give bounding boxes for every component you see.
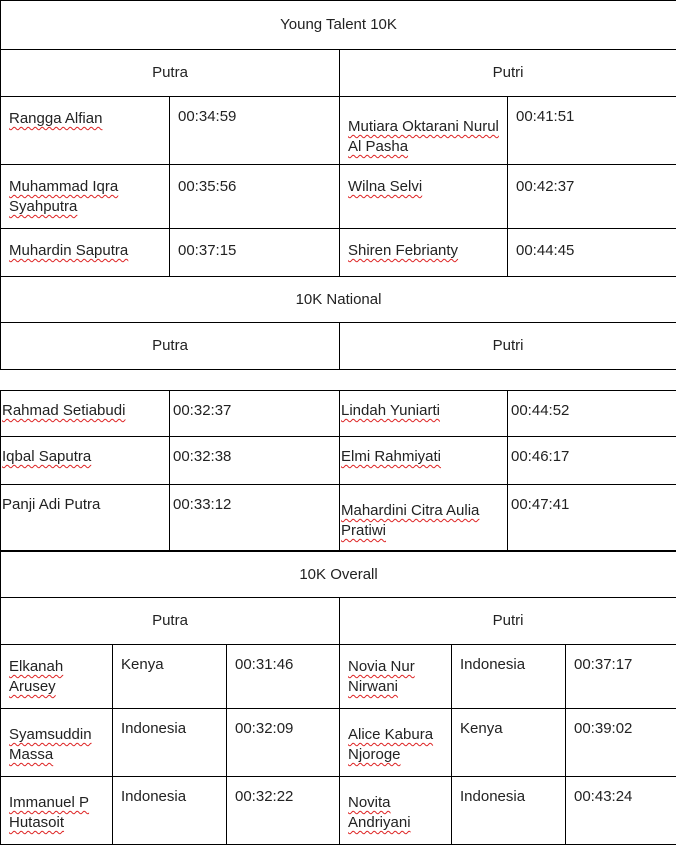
female-time: 00:37:17 <box>566 645 676 709</box>
putri-header: Putri <box>340 323 676 370</box>
table-row <box>1 229 676 277</box>
female-time: 00:41:51 <box>508 97 676 165</box>
male-name: Iqbal Saputra <box>1 437 170 485</box>
putra-header: Putra <box>1 598 340 645</box>
female-name: Mahardini Citra Aulia Pratiwi <box>340 485 508 551</box>
table-row <box>1 777 676 845</box>
female-name: Alice Kabura Njoroge <box>340 709 452 777</box>
male-name: Syamsuddin Massa <box>1 709 113 777</box>
female-time: 00:46:17 <box>508 437 676 485</box>
male-name: Muhardin Saputra <box>1 229 170 277</box>
section-title-national: 10K National <box>1 277 676 323</box>
female-country: Kenya <box>452 709 566 777</box>
table-row <box>1 437 676 485</box>
male-name: Rangga Alfian <box>1 97 170 165</box>
table-row <box>1 709 676 777</box>
female-name: Lindah Yuniarti <box>340 391 508 437</box>
female-country: Indonesia <box>452 645 566 709</box>
overall-table <box>0 551 676 845</box>
female-name: Novia Nur Nirwani <box>340 645 452 709</box>
female-name: Novita Andriyani <box>340 777 452 845</box>
table-row <box>1 97 676 165</box>
male-time: 00:37:15 <box>170 229 340 277</box>
male-country: Kenya <box>113 645 227 709</box>
male-time: 00:35:56 <box>170 165 340 229</box>
national-table <box>0 390 676 551</box>
putri-header: Putri <box>340 50 676 97</box>
female-time: 00:44:52 <box>508 391 676 437</box>
table-row <box>1 165 676 229</box>
female-time: 00:43:24 <box>566 777 676 845</box>
female-country: Indonesia <box>452 777 566 845</box>
table-row <box>1 645 676 709</box>
female-name: Elmi Rahmiyati <box>340 437 508 485</box>
male-country: Indonesia <box>113 777 227 845</box>
female-time: 00:42:37 <box>508 165 676 229</box>
male-time: 00:34:59 <box>170 97 340 165</box>
male-name: Elkanah Arusey <box>1 645 113 709</box>
female-name: Wilna Selvi <box>340 165 508 229</box>
female-time: 00:44:45 <box>508 229 676 277</box>
male-name: Immanuel P Hutasoit <box>1 777 113 845</box>
male-time: 00:33:12 <box>170 485 340 551</box>
female-time: 00:47:41 <box>508 485 676 551</box>
table-row <box>1 485 676 551</box>
female-name: Shiren Febrianty <box>340 229 508 277</box>
female-name: Mutiara Oktarani Nurul Al Pasha <box>340 97 508 165</box>
young-talent-table <box>0 0 676 370</box>
female-time: 00:39:02 <box>566 709 676 777</box>
putri-header: Putri <box>340 598 676 645</box>
putra-header: Putra <box>1 323 340 370</box>
male-time: 00:31:46 <box>227 645 340 709</box>
male-name: Panji Adi Putra <box>1 485 170 551</box>
male-country: Indonesia <box>113 709 227 777</box>
putra-header: Putra <box>1 50 340 97</box>
male-time: 00:32:22 <box>227 777 340 845</box>
section-title-overall: 10K Overall <box>1 552 676 598</box>
male-name: Muhammad Iqra Syahputra <box>1 165 170 229</box>
table-row <box>1 391 676 437</box>
section-title-young-talent: Young Talent 10K <box>1 1 676 50</box>
male-time: 00:32:09 <box>227 709 340 777</box>
male-time: 00:32:38 <box>170 437 340 485</box>
male-time: 00:32:37 <box>170 391 340 437</box>
male-name: Rahmad Setiabudi <box>1 391 170 437</box>
